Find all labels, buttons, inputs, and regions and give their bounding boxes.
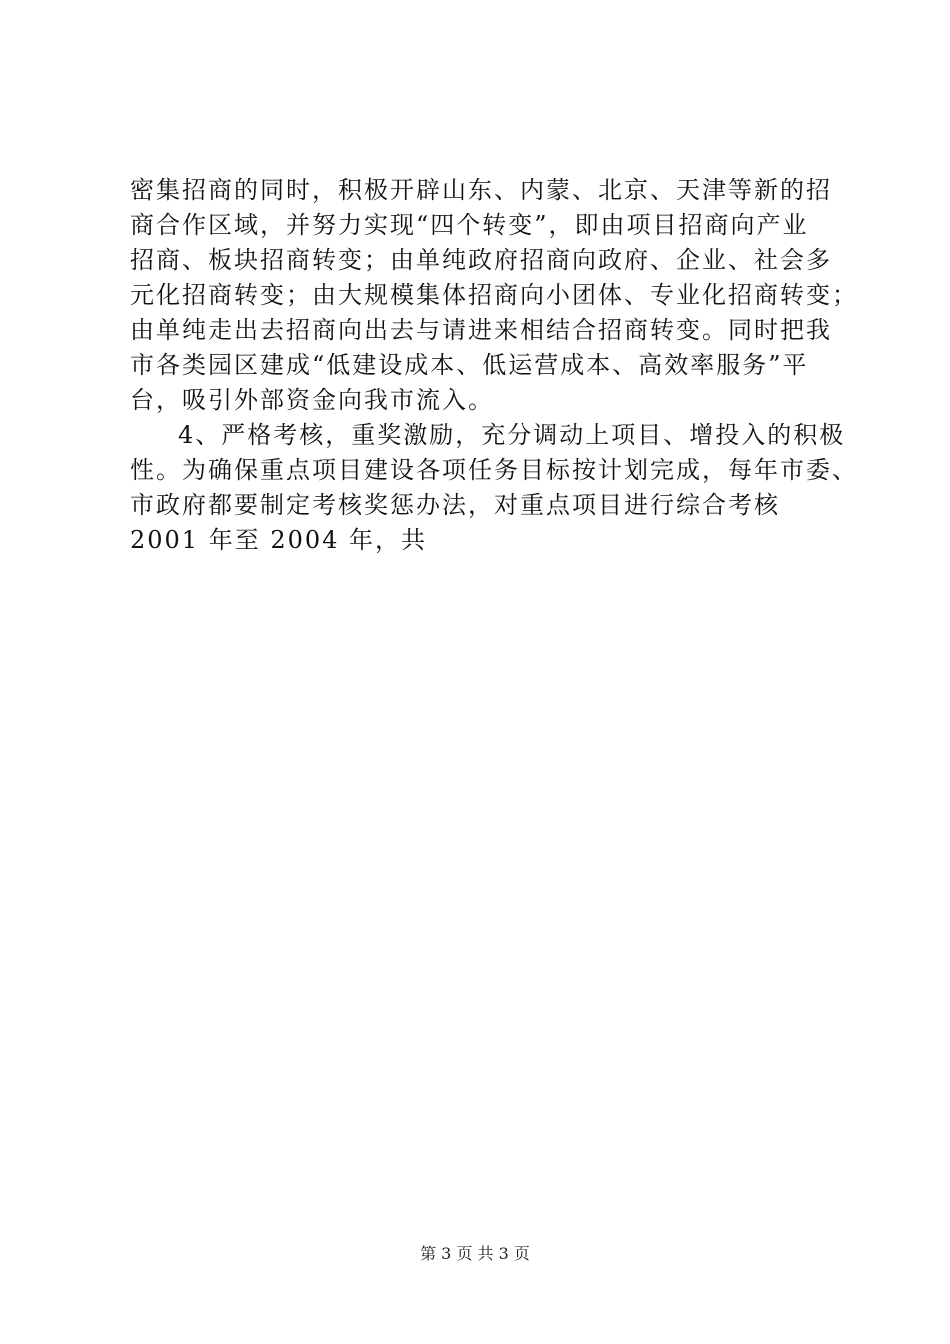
text-line: 台，吸引外部资金向我市流入。 bbox=[130, 386, 494, 414]
text-line: 招商、板块招商转变；由单纯政府招商向政府、企业、社会多 bbox=[130, 246, 832, 274]
text-line: 元化招商转变；由大规模集体招商向小团体、专业化招商转变； bbox=[130, 281, 858, 309]
body-text bbox=[130, 173, 858, 558]
page-footer: 第 3 页 共 3 页 bbox=[420, 1244, 530, 1263]
text-line: 性。为确保重点项目建设各项任务目标按计划完成，每年市委、 bbox=[130, 456, 858, 484]
text-line: 2001 年至 2004 年，共 bbox=[130, 526, 428, 554]
text-line: 市政府都要制定考核奖惩办法，对重点项目进行综合考核 bbox=[130, 491, 780, 519]
text-line: 由单纯走出去招商向出去与请进来相结合招商转变。同时把我 bbox=[130, 316, 832, 344]
text-line: 商合作区域，并努力实现“四个转变”，即由项目招商向产业 bbox=[130, 211, 809, 239]
text-line: 密集招商的同时，积极开辟山东、内蒙、北京、天津等新的招 bbox=[130, 176, 832, 204]
text-line: 市各类园区建成“低建设成本、低运营成本、高效率服务”平 bbox=[130, 351, 809, 379]
text-line-paragraph-start: 4、严格考核，重奖激励，充分调动上项目、增投入的积极 bbox=[178, 421, 846, 449]
